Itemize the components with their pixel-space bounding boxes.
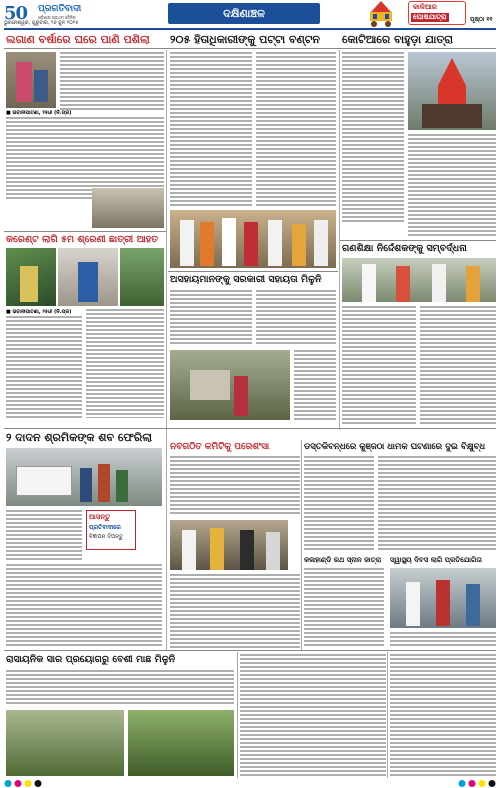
column-divider — [166, 430, 167, 650]
section-title: ଦକ୍ଷିଣାଞ୍ଚଳ — [168, 3, 320, 24]
photo-chariot-festival — [408, 52, 496, 130]
headline-new-committee[interactable]: ନବଗଠିତ କମିଟିକୁ ପରେଶଂସା — [170, 442, 270, 452]
article-body-text — [390, 654, 496, 776]
article-body-text — [304, 568, 384, 648]
headline-kotia-yatra[interactable]: କୋଟିଆରେ ବାହୁଡ଼ା ଯାତ୍ରା — [342, 33, 453, 46]
headline-fertiliser-fish[interactable]: ରାସାୟନିକ ସାର ପ୍ରୟୋଗରୁ ବେଶୀ ମାଛ ମିଳୁନି — [6, 654, 176, 665]
page-number: ପୃଷ୍ଠା ୧୧ — [470, 16, 493, 23]
article-body-text — [6, 564, 162, 648]
photo-village — [120, 248, 164, 306]
headline-health-competition[interactable]: ସ୍ୱାସ୍ଥ୍ୟ ଦିବସ ଲାଗି ପ୍ରତିଯୋଗିତା — [390, 556, 482, 564]
headline-incident[interactable]: ଡସ୍ତକିବନ୍ଧରେ କୁଞ୍ଜଠା ଧାମକ ଘଟଣାରେ ଦୁଇ ବିକ୍ଷୁବ୍ଧ — [304, 442, 486, 452]
article-body-text — [342, 52, 404, 222]
column-divider — [387, 652, 388, 778]
article-body-text — [342, 306, 416, 426]
dateline: ■ ଭବାନୀପାଟଣା, ୨୫ା୬ (ନି.ପ୍ର) — [6, 110, 72, 116]
column-divider — [301, 440, 302, 650]
article-body-text — [60, 52, 164, 110]
article-body-text — [6, 670, 234, 706]
article-body-text — [304, 456, 374, 550]
photo-health-competition — [390, 568, 496, 628]
headline-snana-yatra[interactable]: କଳାହାଣ୍ଡି ରଥ ସ୍ନାନ ଜାତ୍ରା — [304, 556, 382, 564]
paper-name: ପ୍ରଗତିବାଦୀ — [38, 4, 82, 14]
row-divider — [4, 428, 496, 429]
article-body-text — [6, 117, 164, 199]
article-body-text — [420, 306, 496, 426]
photo-farmland — [128, 710, 234, 776]
headline-migrant-bodies[interactable]: ୨ ଦାଦନ ଶ୍ରମିକଙ୍କ ଶବ ଫେରିଲା — [6, 431, 152, 444]
headline-land-deeds[interactable]: ୨୦୫ ହିତାଧିକାରୀଙ୍କୁ ପଟ୍ଟା ବଣ୍ଟନ — [170, 33, 321, 46]
ad-subheading: ପ୍ରତିବାଦୀରେ — [89, 524, 121, 531]
article-body-text — [294, 350, 336, 420]
row-divider — [4, 650, 496, 651]
headline-current-injury[interactable]: କରେଣ୍ଟ ଲାଗି ୫ମ ଶ୍ରେଣୀ ଛାତ୍ରୀ ଆହତ — [6, 234, 159, 245]
headline-govt-help[interactable]: ଅସହାୟମାନଙ୍କୁ ସରକାରୀ ସହାୟତା ମିଳୁନି — [170, 274, 322, 285]
article-body-text — [6, 510, 82, 560]
photo-officials-deeds — [170, 210, 336, 268]
photo-rain-house — [92, 188, 164, 228]
photo-ambulance — [6, 448, 162, 506]
article-body-text — [170, 574, 300, 648]
article-body-text — [86, 309, 164, 418]
masthead — [0, 0, 500, 28]
row-divider — [4, 48, 496, 49]
header-rule — [4, 28, 496, 30]
badge-line2: ଘୋଷଯାତ୍ରା — [413, 13, 447, 21]
photo-felicitation — [342, 258, 496, 302]
column-divider — [237, 652, 238, 778]
print-registration-strip — [0, 779, 500, 788]
article-divider — [168, 271, 338, 272]
photo-flooded-house — [6, 52, 56, 108]
article-body-text — [378, 456, 496, 550]
issue-date: ଭୁବନେଶ୍ୱର, ଗୁରୁବାର, ୨୬ ଜୁନ ୨୦୨୫ — [4, 20, 79, 26]
headline-rain-water[interactable]: ଲଗାଣ ବର୍ଷାରେ ଘରେ ପାଣି ପଶିଲା — [6, 33, 150, 46]
article-body-text — [256, 290, 336, 346]
article-body-text — [170, 290, 252, 346]
article-body-text — [240, 654, 386, 776]
article-body-text — [170, 456, 300, 516]
article-divider — [340, 240, 496, 241]
photo-poor-family — [170, 350, 290, 420]
headline-education-director[interactable]: ଗଣଶିକ୍ଷା ନିର୍ଦ୍ଦେଶକଙ୍କୁ ସମ୍ବର୍ଦ୍ଧନା — [342, 243, 467, 254]
article-divider — [4, 231, 166, 232]
photo-paddy-field — [6, 710, 124, 776]
festival-badge — [408, 1, 466, 25]
article-body-text — [6, 316, 82, 418]
badge-line1: କାଳିଆର — [413, 3, 437, 11]
logo-number: 50 — [4, 3, 28, 24]
ad-box[interactable] — [86, 510, 136, 550]
photo-hospital — [58, 248, 118, 306]
article-body-text — [256, 52, 336, 206]
article-body-text — [408, 134, 496, 238]
article-body-text — [170, 52, 252, 206]
photo-injured-student — [6, 248, 56, 306]
ad-heading: ଆସନ୍ତୁ — [89, 513, 111, 521]
dateline: ■ ଭବାନୀପାଟଣା, ୨୫ା୬ (ନି.ପ୍ର) — [6, 309, 72, 315]
article-body-text — [390, 632, 496, 648]
column-divider — [339, 50, 340, 430]
column-divider — [166, 50, 167, 430]
photo-committee — [170, 520, 288, 570]
paper-tagline: ଓଡ଼ିଶାର ପ୍ରଥମ ଦୈନିକ — [38, 15, 76, 20]
ad-subheading-2: ବିଜ୍ଞାପନ ଦିଅନ୍ତୁ — [89, 534, 124, 540]
chariot-icon — [358, 0, 404, 28]
